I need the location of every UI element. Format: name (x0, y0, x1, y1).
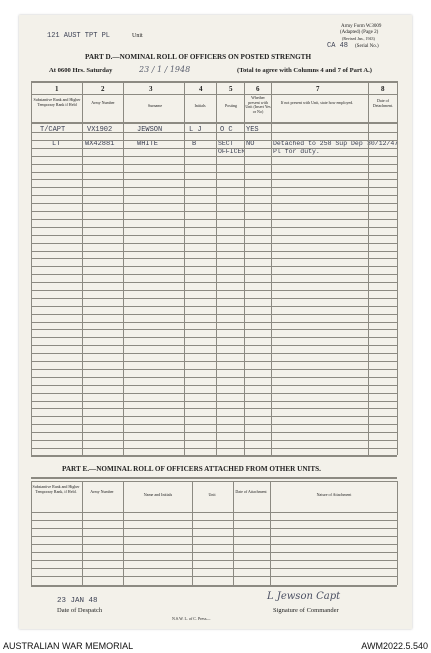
rule-line (31, 81, 397, 83)
archive-caption-bar (0, 639, 431, 653)
col-number: 7 (316, 85, 320, 93)
rule-line (31, 298, 397, 299)
rule-line (31, 440, 397, 441)
rule-line (31, 544, 397, 545)
rule-line (31, 322, 397, 323)
rule-line (31, 528, 397, 529)
col-header-posting: Posting (224, 103, 237, 108)
form-adapted: (Adapted) (Page 2) (340, 30, 379, 35)
column-rule (397, 81, 398, 455)
column-rule (397, 481, 398, 585)
rule-line (31, 179, 397, 180)
form-revised: (Revised Jan., 1943) (342, 36, 375, 41)
rule-line (31, 585, 397, 587)
part-e-header-unit: Unit (208, 492, 216, 497)
cell-rank: T/CAPT (40, 126, 66, 134)
col-number: 8 (381, 85, 385, 93)
cell-present: NO (246, 140, 255, 148)
rule-line (31, 424, 397, 425)
part-e-title: PART E.—NOMINAL ROLL OF OFFICERS ATTACHED FROM OTHER UNITS. (62, 465, 321, 473)
rule-line (31, 132, 397, 133)
rule-line (31, 393, 397, 394)
column-rule (270, 481, 271, 585)
cell-initials: L J (189, 126, 202, 134)
part-d-title: PART D.—NOMINAL ROLL OF OFFICERS ON POSTED STRENGTH (85, 53, 312, 61)
rule-line (31, 416, 397, 417)
rule-line (31, 477, 397, 479)
rule-line (31, 448, 397, 449)
rule-line (31, 536, 397, 537)
rule-line (31, 576, 397, 577)
rule-line (31, 306, 397, 307)
rule-line (31, 251, 397, 252)
commander-signature: L Jewson Capt (267, 591, 341, 602)
institution-name: AUSTRALIAN WAR MEMORIAL (3, 641, 134, 651)
serial-label: (Serial No.) (355, 44, 379, 49)
part-d-date-prefix: At 0600 Hrs. Saturday (49, 67, 113, 74)
cell-present: YES (246, 126, 259, 134)
rule-line (31, 235, 397, 236)
col-number: 2 (101, 85, 105, 93)
rule-line (31, 140, 397, 141)
column-rule (82, 81, 83, 455)
rule-line (31, 385, 397, 386)
unit-value: 121 AUST TPT PL (47, 32, 111, 40)
part-d-date-value: 23 / 1 / 1948 (139, 65, 191, 74)
part-e-header-nature: Nature of Attachment (316, 492, 352, 497)
despatch-date-value: 23 JAN 48 (57, 597, 98, 605)
column-rule (216, 81, 217, 455)
column-rule (123, 481, 124, 585)
rule-line (31, 195, 397, 196)
rule-line (31, 172, 397, 173)
rule-line (31, 481, 397, 482)
rule-line (31, 552, 397, 553)
rule-line (31, 122, 397, 124)
rule-line (31, 266, 397, 267)
cell-rank: LT (52, 140, 61, 148)
column-rule (271, 81, 272, 455)
despatch-date-label: Date of Despatch (57, 607, 103, 614)
rule-line (31, 512, 397, 513)
rule-line (31, 568, 397, 569)
rule-line (31, 345, 397, 346)
rule-line (31, 164, 397, 165)
cell-posting: SECT OFFICER (218, 140, 246, 155)
signature-label: Signature of Commander (273, 607, 339, 614)
cell-initials: B (192, 140, 197, 148)
col-header-army-number: Army Number (91, 100, 115, 105)
serial-value: CA 48 (327, 42, 349, 50)
cell-surname: JEWSON (137, 126, 163, 134)
column-rule (233, 481, 234, 585)
rule-line (31, 258, 397, 259)
rule-line (31, 369, 397, 370)
archive-reference: AWM2022.5.540 (361, 641, 428, 651)
cell-surname: WHITE (137, 140, 159, 148)
rule-line (31, 148, 397, 149)
rule-line (31, 211, 397, 212)
rule-line (31, 377, 397, 378)
rule-line (31, 274, 397, 275)
column-rule (31, 81, 32, 455)
col-header-present: Whether present with Unit (Insert Yes or No) (245, 95, 271, 114)
column-rule (31, 481, 32, 585)
col-header-employed: If not present with Unit, state how employed. (280, 100, 354, 105)
rule-line (31, 329, 397, 330)
column-rule (192, 481, 193, 585)
col-header-detachment-date: Date of Detachment. (372, 98, 394, 108)
col-header-initials: Initials (194, 103, 206, 108)
rule-line (31, 401, 397, 402)
column-rule (184, 81, 185, 455)
rule-line (31, 560, 397, 561)
part-d-date-suffix: (Total to agree with Columns 4 and 7 of Part A.) (237, 67, 372, 74)
rule-line (31, 432, 397, 433)
rule-line (31, 187, 397, 188)
form-number: Army Form W.3009 (341, 24, 382, 29)
rule-line (31, 290, 397, 291)
col-number: 6 (256, 85, 260, 93)
cell-army-number: VX1902 (87, 126, 113, 134)
rule-line (31, 314, 397, 315)
cell-detachment-date: 30/12/47 (367, 140, 399, 147)
col-number: 5 (229, 85, 233, 93)
part-e-header-army-number: Army Number (90, 489, 114, 494)
column-rule (123, 81, 124, 455)
rule-line (31, 227, 397, 228)
rule-line (31, 156, 397, 157)
part-e-header-attachment-date: Date of Attachment (235, 489, 267, 494)
col-number: 3 (149, 85, 153, 93)
cell-posting: O C (220, 126, 233, 134)
column-rule (368, 81, 369, 455)
cell-employment: Detached to 258 Sup Dep Pl for duty. (273, 140, 363, 155)
rule-line (31, 203, 397, 204)
rule-line (31, 337, 397, 338)
part-e-header-name: Name and Initials (143, 492, 173, 497)
col-number: 4 (199, 85, 203, 93)
rule-line (31, 94, 397, 95)
column-rule (82, 481, 83, 585)
cell-army-number: WX42881 (85, 140, 115, 148)
rule-line (31, 408, 397, 409)
unit-label: Unit (132, 33, 143, 39)
rule-line (31, 243, 397, 244)
col-number: 1 (55, 85, 59, 93)
rule-line (31, 219, 397, 220)
document-sheet (19, 15, 412, 629)
printer-imprint: N.S.W. L. of C. Press— (172, 616, 211, 621)
rule-line (31, 520, 397, 521)
rule-line (31, 361, 397, 362)
rule-line (31, 282, 397, 283)
part-e-header-rank: Substantive Rank and Higher Temporary Rank, if Held. (32, 484, 80, 494)
rule-line (31, 455, 397, 457)
rule-line (31, 353, 397, 354)
col-header-surname: Surname (147, 103, 163, 108)
column-rule (244, 81, 245, 455)
col-header-rank: Substantive Rank and Higher Temporary Rank if Held (33, 97, 81, 107)
